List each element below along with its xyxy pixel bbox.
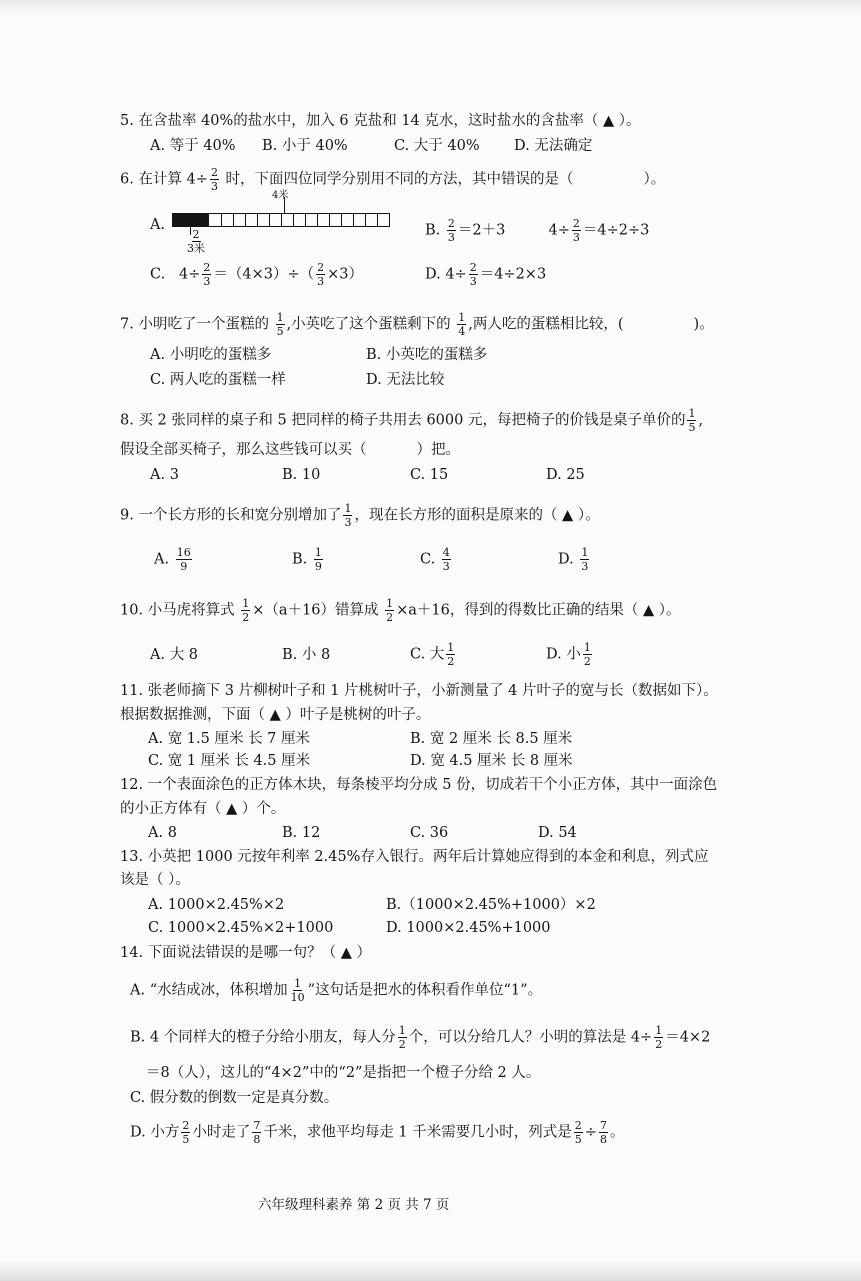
q12-option-b: B. 12 [282,825,321,841]
q9-option-d: D. $\frac{1}{3}$ [558,546,589,573]
q9-stem: 9. 一个长方形的长和宽分别增加了 $\frac{1}{3}$ ，现在长方形的面积是原来的（ ▲ ）。 [120,502,600,529]
q12-line2: 的小正方体有（ ▲ ）个。 [120,801,286,817]
q14-stem: 14. 下面说法错误的是哪一句？（ ▲ ） [120,945,372,961]
q8-option-a: A. 3 [150,467,179,483]
q12-line1: 12. 一个表面涂色的正方体木块，每条棱平均分成 5 份，切成若干个小正方体，其中一面涂色 [120,777,718,793]
q6-fraction: $\frac{2}{3}$ [210,166,218,193]
q13-line1: 13. 小英把 1000 元按年利率 2.45%存入银行。两年后计算她应得到的本金和利息，列式应 [120,849,709,865]
q7-stem: 7. 小明吃了一个蛋糕的 $\frac{1}{5}$ ,小英吃了这个蛋糕剩下的 $\frac{1}{4}$ ,两人吃的蛋糕相比较，( )。 [120,311,714,338]
q13-option-b: B.（1000×2.45%+1000）×2 [386,897,596,913]
q14-option-a: A. “水结成冰，体积增加 $\frac{1}{10}$ ”这句话是把水的体积看作单位“1”。 [130,977,543,1004]
q7-option-d: D. 无法比较 [366,372,445,388]
q14-option-b-line1: B. 4 个同样大的橙子分给小朋友，每人分 $\frac{1}{2}$ 个，可以分给几人？小明的算法是 4÷ $\frac{1}{2}$ ＝4×2 [130,1024,711,1051]
q6-option-b: B. $\frac{2}{3}$ ＝2＋3 4÷ $\frac{2}{3}$ ＝4÷2÷3 [425,217,650,244]
q6-option-d: D. 4÷ $\frac{2}{3}$ ＝4÷2×3 [425,261,547,288]
q12-option-c: C. 36 [410,825,449,841]
bar-outline [172,213,390,227]
q5-option-a: A. 等于 40% [150,138,236,154]
q11-option-a: A. 宽 1.5 厘米 长 7 厘米 [148,731,311,747]
q11-line1: 11. 张老师摘下 3 片柳树叶子和 1 片桃树叶子，小新测量了 4 片叶子的宽与长（数据如下）。 [120,683,718,699]
q14-option-c: C. 假分数的倒数一定是真分数。 [130,1090,339,1106]
q13-option-c: C. 1000×2.45%×2+1000 [148,920,334,936]
q14-option-b-line2: ＝8（人），这儿的“4×2”中的“2”是指把一个橙子分给 2 人。 [146,1065,541,1081]
q13-option-d: D. 1000×2.45%+1000 [386,920,551,936]
q13-option-a: A. 1000×2.45%×2 [148,897,285,913]
page-edge-top [0,0,861,14]
q11-option-c: C. 宽 1 厘米 长 4.5 厘米 [148,753,311,769]
q9-option-a: A. $\frac{16}{9}$ [154,546,191,573]
q14-option-d: D. 小方 $\frac{2}{5}$ 小时走了 $\frac{7}{8}$ 千米，求他平均每走 1 千米需要几小时，列式是 $\frac{2}{5}$ ÷ $\frac{7}{8}$ 。 [130,1119,625,1146]
bar-top-label: 4米 [272,190,289,201]
q6-option-a-label: A. [150,217,166,233]
q8-line2: 假设全部买椅子，那么这些钱可以买（ ）把。 [120,442,460,458]
q10-option-b: B. 小 8 [282,647,331,663]
q10-option-c: C. 大 $\frac{1}{2}$ [410,641,455,668]
q12-option-a: A. 8 [148,825,177,841]
q9-option-b: B. $\frac{1}{9}$ [292,546,322,573]
q5-option-b: B. 小于 40% [262,138,348,154]
q6-bar-diagram [172,190,390,255]
q6-stem: 6. 在计算 4÷ $\frac{2}{3}$ 时，下面四位同学分别用不同的方法，其中错误的是（ ）。 [120,166,666,193]
page-footer: 六年级理科素养 第 2 页 共 7 页 [258,1197,450,1213]
page-edge-bottom [0,1261,861,1281]
q8-line1: 8. 买 2 张同样的桌子和 5 把同样的椅子共用去 6000 元，每把椅子的价钱是桌子单价的 $\frac{1}{5}$ , [120,407,704,434]
bar-filled-part [173,214,209,226]
q6-option-c: C. 4÷ $\frac{2}{3}$ ＝（4×3）÷（ $\frac{2}{3}$ ×3） [150,261,364,288]
q8-option-b: B. 10 [282,467,321,483]
q11-option-d: D. 宽 4.5 厘米 长 8 厘米 [410,753,573,769]
q8-option-c: C. 15 [410,467,449,483]
q10-stem: 10. 小马虎将算式 $\frac{1}{2}$ ×（a＋16）错算成 $\frac{1}{2}$ ×a＋16，得到的得数比正确的结果（ ▲ ）。 [120,597,681,624]
q10-option-d: D. 小 $\frac{1}{2}$ [546,641,591,668]
q5-option-c: C. 大于 40% [394,138,480,154]
q12-option-d: D. 54 [538,825,577,841]
q8-option-d: D. 25 [546,467,585,483]
bar-bottom-label: $\frac{2}{\text{3米}}$ [187,228,205,255]
q5-stem: 5. 在含盐率 40%的盐水中，加入 6 克盐和 14 克水，这时盐水的含盐率（ ▲ ）。 [120,113,641,129]
q9-option-c: C. $\frac{4}{3}$ [420,546,450,573]
q11-option-b: B. 宽 2 厘米 长 8.5 厘米 [410,731,573,747]
q7-option-b: B. 小英吃的蛋糕多 [366,347,488,363]
q7-option-a: A. 小明吃的蛋糕多 [150,347,272,363]
q5-option-d: D. 无法确定 [514,138,593,154]
q10-option-a: A. 大 8 [150,647,199,663]
bar-top-marker [284,197,285,213]
q13-line2: 该是（ ）。 [120,872,190,888]
q11-line2: 根据数据推测，下面（ ▲ ）叶子是桃树的叶子。 [120,707,431,723]
q7-option-c: C. 两人吃的蛋糕一样 [150,372,286,388]
